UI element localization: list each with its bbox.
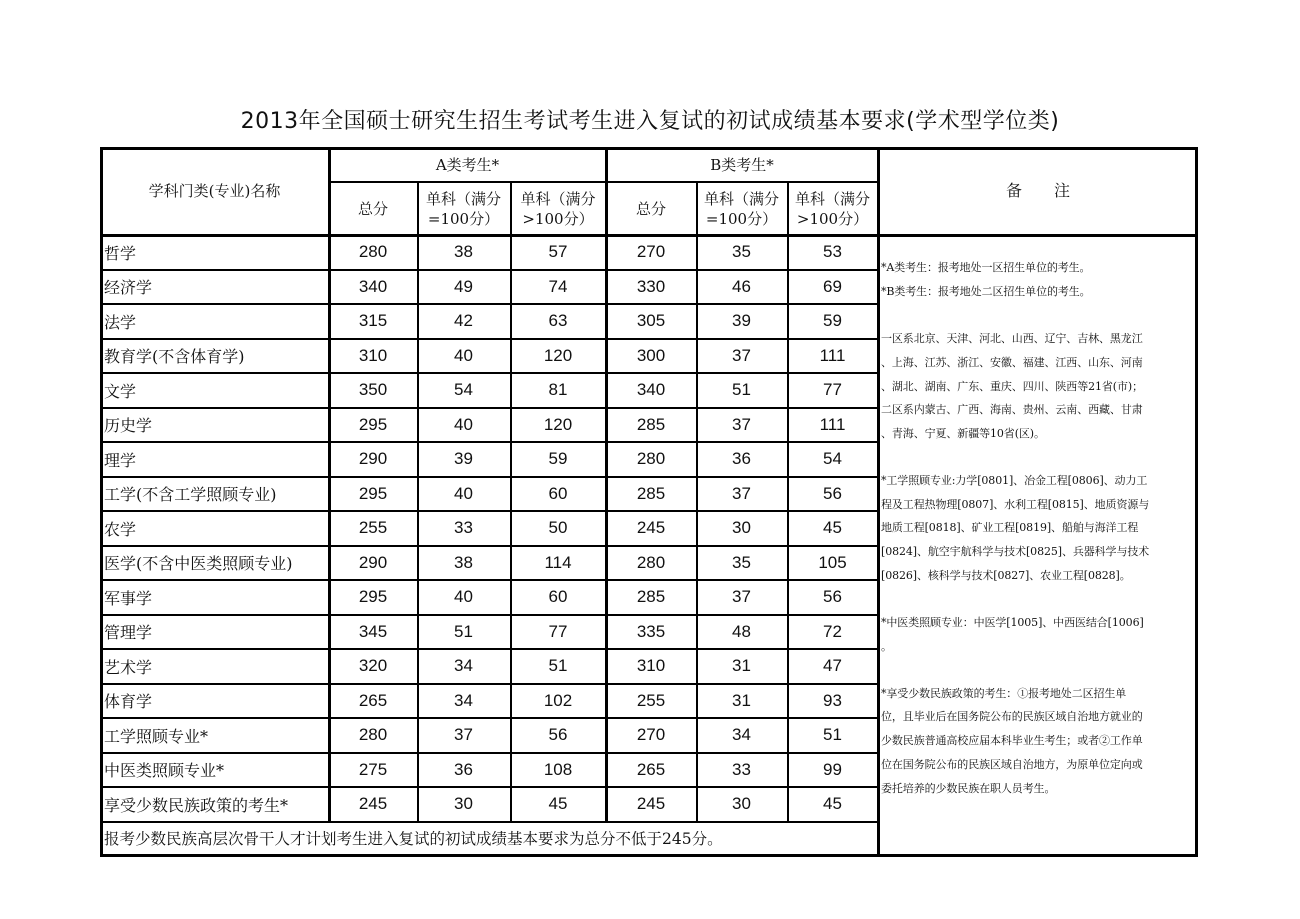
score-cell: 300 [636,345,666,365]
score-cell: 93 [823,690,842,710]
note-line: [0826]、核科学与技术[0827]、农业工程[0828]。 [881,569,1131,582]
header-a-single100: 单科（满分 =100分） [425,189,501,228]
subject-name-cell: 工学照顾专业* [104,726,209,746]
score-cell: 245 [636,518,666,538]
score-cell: 280 [358,725,388,745]
score-cell: 56 [548,725,568,745]
note-line: 地质工程[0818]、矿业工程[0819]、船舶与海洋工程 [881,521,1139,534]
grid-line [417,182,419,822]
score-cell: 340 [636,380,666,400]
score-cell: 265 [636,759,666,779]
note-line: 位，且毕业后在国务院公布的民族区域自治地方就业的 [881,710,1143,723]
score-cell: 310 [358,345,388,365]
score-cell: 63 [548,311,568,331]
score-cell: 36 [732,449,751,469]
score-cell: 49 [454,276,473,296]
grid-line [100,545,878,547]
score-cell: 270 [636,242,666,262]
grid-line [605,147,608,822]
score-cell: 34 [454,656,473,676]
score-cell: 340 [358,276,388,296]
score-cell: 74 [548,276,568,296]
score-cell: 320 [358,656,388,676]
score-cell: 33 [454,518,473,538]
score-cell: 285 [636,587,666,607]
score-cell: 105 [818,552,847,572]
subject-name-cell: 哲学 [104,243,137,263]
score-cell: 350 [358,380,388,400]
score-cell: 34 [732,725,751,745]
score-cell: 59 [823,311,842,331]
score-cell: 305 [636,311,666,331]
grid-line [100,510,878,512]
note-line: 、青海、宁夏、新疆等10省(区)。 [881,427,1045,440]
score-cell: 120 [543,414,573,434]
score-cell: 38 [454,242,473,262]
subject-name-cell: 医学(不含中医类照顾专业) [104,554,293,574]
subject-name-cell: 工学(不含工学照顾专业) [104,485,277,505]
score-cell: 54 [454,380,473,400]
note-line: [0824]、航空宇航科学与技术[0825]、兵器科学与技术 [881,545,1150,558]
score-cell: 245 [358,794,388,814]
score-cell: 295 [358,483,388,503]
grid-line [787,182,789,822]
score-cell: 45 [548,794,568,814]
grid-line [100,372,878,374]
grid-line [100,147,103,857]
score-cell: 51 [732,380,751,400]
grid-line [100,407,878,409]
grid-line [100,786,878,788]
grid-line [100,717,878,719]
score-cell: 37 [454,725,473,745]
subject-name-cell: 军事学 [104,588,153,608]
score-cell: 33 [732,759,751,779]
grid-line [100,648,878,650]
score-cell: 57 [548,242,568,262]
note-line: *中医类照顾专业：中医学[1005]、中西医结合[1006] [881,616,1144,629]
score-cell: 108 [543,759,573,779]
score-cell: 265 [358,690,388,710]
header-a-total: 总分 [357,199,388,218]
score-cell: 335 [636,621,666,641]
score-cell: 345 [358,621,388,641]
score-cell: 59 [548,449,568,469]
score-cell: 53 [823,242,842,262]
score-cell: 39 [732,311,751,331]
score-cell: 54 [823,449,842,469]
note-line: 一区系北京、天津、河北、山西、辽宁、吉林、黑龙江 [881,332,1143,345]
score-cell: 111 [819,414,846,434]
page-title: 2013年全国硕士研究生招生考试考生进入复试的初试成绩基本要求(学术型学位类) [240,109,1060,134]
score-cell: 46 [732,276,751,296]
score-cell: 35 [732,242,751,262]
subject-name-cell: 文学 [104,381,137,401]
score-cell: 56 [823,587,842,607]
score-cell: 45 [823,794,842,814]
grid-line [696,182,698,822]
score-cell: 30 [454,794,473,814]
score-cell: 60 [548,483,568,503]
score-cell: 295 [358,587,388,607]
note-line: 。 [881,640,892,653]
header-b-total: 总分 [635,199,666,218]
score-cell: 50 [548,518,568,538]
grid-line [100,683,878,685]
score-cell: 330 [636,276,666,296]
grid-line [329,181,878,183]
subject-name-cell: 享受少数民族政策的考生* [104,795,289,815]
note-line: 二区系内蒙古、广西、海南、贵州、云南、西藏、甘肃 [881,403,1143,416]
score-cell: 315 [358,311,388,331]
score-cell: 40 [454,587,473,607]
score-cell: 280 [636,552,666,572]
subject-name-cell: 理学 [104,450,137,470]
score-cell: 77 [548,621,568,641]
note-line: *工学照顾专业:力学[0801]、冶金工程[0806]、动力工 [881,474,1148,487]
grid-line [100,147,1198,150]
grid-line [100,269,878,271]
score-cell: 270 [636,725,666,745]
score-cell: 102 [543,690,573,710]
score-cell: 34 [454,690,473,710]
score-cell: 280 [358,242,388,262]
score-cell: 31 [732,690,751,710]
score-cell: 114 [544,552,572,572]
score-cell: 120 [543,345,573,365]
score-cell: 56 [823,483,842,503]
score-cell: 51 [548,656,568,676]
note-line: *享受少数民族政策的考生：①报考地处二区招生单 [881,687,1127,700]
score-cell: 81 [548,380,568,400]
subject-name-cell: 艺术学 [104,657,153,677]
grid-line [100,579,878,581]
score-cell: 51 [454,621,473,641]
header-subject: 学科门类(专业)名称 [148,182,281,200]
score-cell: 37 [732,414,751,434]
score-cell: 255 [358,518,388,538]
score-cell: 40 [454,345,473,365]
score-cell: 255 [636,690,666,710]
grid-line [100,303,878,305]
score-cell: 36 [454,759,473,779]
grid-line [100,234,1198,237]
subject-name-cell: 经济学 [104,278,153,298]
note-line: 位在国务院公布的民族区域自治地方，为原单位定向或 [881,758,1143,771]
score-table [100,147,1198,857]
grid-line [100,821,878,823]
subject-name-cell: 教育学(不含体育学) [104,347,245,367]
header-remarks: 备 注 [1005,181,1070,200]
grid-line [877,147,880,857]
score-cell: 37 [732,483,751,503]
score-cell: 30 [732,518,751,538]
subject-name-cell: 管理学 [104,623,153,643]
score-cell: 39 [454,449,473,469]
footer-note: 报考少数民族高层次骨干人才计划考生进入复试的初试成绩基本要求为总分不低于245分。 [104,830,723,848]
score-cell: 45 [823,518,842,538]
score-cell: 51 [823,725,842,745]
header-a-single-over100: 单科（满分 >100分） [520,189,596,228]
subject-name-cell: 法学 [104,312,137,332]
note-line: 、上海、江苏、浙江、安徽、福建、江西、山东、河南 [881,356,1143,369]
header-b-single100: 单科（满分 =100分） [703,189,779,228]
score-cell: 60 [548,587,568,607]
note-line: *A类考生：报考地处一区招生单位的考生。 [881,261,1091,274]
grid-line [100,338,878,340]
score-cell: 35 [732,552,751,572]
note-line: *B类考生：报考地处二区招生单位的考生。 [881,285,1091,298]
grid-line [100,854,1198,857]
subject-name-cell: 农学 [104,519,137,539]
score-cell: 42 [454,311,473,331]
header-group-b: B类考生* [710,155,774,174]
subject-name-cell: 体育学 [104,692,153,712]
score-cell: 310 [636,656,666,676]
grid-line [100,476,878,478]
score-cell: 40 [454,414,473,434]
score-cell: 37 [732,345,751,365]
score-cell: 48 [732,621,751,641]
score-cell: 77 [823,380,842,400]
grid-line [510,182,512,822]
subject-name-cell: 历史学 [104,416,153,436]
score-cell: 285 [636,414,666,434]
score-cell: 47 [823,656,842,676]
header-b-single-over100: 单科（满分 >100分） [794,189,870,228]
score-cell: 280 [636,449,666,469]
grid-line [1195,147,1198,857]
note-line: 程及工程热物理[0807]、水利工程[0815]、地质资源与 [881,498,1150,511]
note-line: 少数民族普通高校应届本科毕业生考生；或者②工作单 [881,734,1143,747]
score-cell: 31 [732,656,751,676]
score-cell: 245 [636,794,666,814]
score-cell: 69 [823,276,842,296]
score-cell: 37 [732,587,751,607]
note-line: 、湖北、湖南、广东、重庆、四川、陕西等21省(市)； [881,380,1143,393]
score-cell: 99 [823,759,842,779]
note-line: 委托培养的少数民族在职人员考生。 [881,782,1056,795]
score-cell: 38 [454,552,473,572]
score-cell: 285 [636,483,666,503]
grid-line [100,441,878,443]
header-group-a: A类考生* [435,155,500,174]
score-cell: 40 [454,483,473,503]
score-cell: 295 [358,414,388,434]
score-cell: 290 [358,552,388,572]
score-cell: 111 [819,345,846,365]
grid-line [100,614,878,616]
score-cell: 275 [358,759,388,779]
score-cell: 72 [823,621,842,641]
score-cell: 290 [358,449,388,469]
grid-line [100,752,878,754]
subject-name-cell: 中医类照顾专业* [104,761,225,781]
grid-line [328,147,331,822]
score-cell: 30 [732,794,751,814]
